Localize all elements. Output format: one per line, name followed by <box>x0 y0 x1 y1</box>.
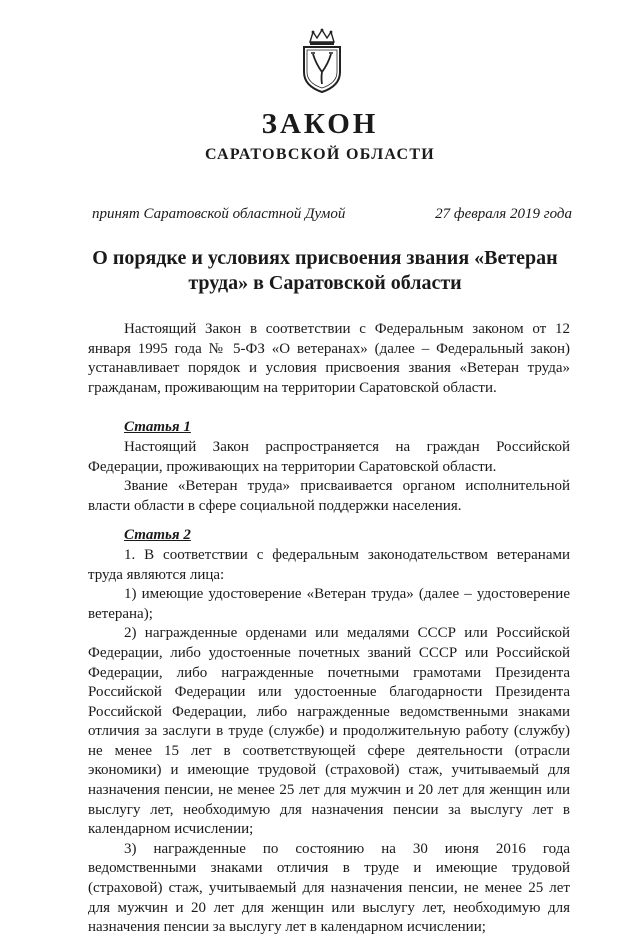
article-2-item: 3) награжденные по состоянию на 30 июня 2016 года ведомственными знаками отличия в труде и имеющие трудовой (страховой) стаж, учитываемый для назначения пенсии, не менее 25 лет для мужчин и 20 лет для женщин или выслугу лет, необходимую для назначения пенсии за выслугу лет в календарном исчислении; <box>88 840 570 936</box>
article-1-paragraph: Звание «Ветеран труда» присваивается органом исполнительной власти области в сфере социальной поддержки населения. <box>88 478 570 514</box>
adopted-by: принят Саратовской областной Думой <box>92 206 346 222</box>
document-title: ЗАКОН <box>261 108 379 140</box>
coat-of-arms-icon <box>300 28 344 94</box>
article-2-item: 2) награжденные орденами или медалями СССР или Российской Федерации, либо удостоенные почетных званий СССР или Российской Федерации, либо награжденные почетными грамотами Президента Российской Федерации или удостоенные благодарности Президента Российской Федерации, либо награжденные ведомственными знаками отличия за заслуги в труде (службе) и продолжительную работу (службу) не менее 15 лет в соответствующей сфере деятельности (отрасли экономики) и имеющие трудовой (страховой) стаж, учитываемый для назначения пенсии, не менее 25 лет для мужчин и 20 лет для женщин или выслугу лет, необходимую для назначения пенсии за выслугу лет в календарном исчислении; <box>88 625 570 838</box>
article-1-paragraph: Настоящий Закон распространяется на граждан Российской Федерации, проживающих на территории Саратовской области. <box>88 438 570 475</box>
document-body <box>88 320 570 938</box>
document-subtitle: САРАТОВСКОЙ ОБЛАСТИ <box>204 146 436 163</box>
preamble: Настоящий Закон в соответствии с Федеральным законом от 12 января 1995 года № 5-ФЗ «О ветеранах» (далее – Федеральный закон) устанавливает порядок и условия присвоения звания «Ветеран труда» гражданам, проживающим на территории Саратовской области. <box>88 321 570 396</box>
law-heading: О порядке и условиях присвоения звания «Ветеран труда» в Саратовской области <box>92 247 558 294</box>
adoption-date: 27 февраля 2019 года <box>435 206 572 222</box>
article-2-paragraph: 1. В соответствии с федеральным законодательством ветеранами труда являются лица: <box>88 546 570 583</box>
article-2-title: Статья 2 <box>124 527 191 544</box>
article-1-title: Статья 1 <box>124 419 191 436</box>
article-2-item: 1) имеющие удостоверение «Ветеран труда» (далее – удостоверение ветерана); <box>88 586 570 622</box>
